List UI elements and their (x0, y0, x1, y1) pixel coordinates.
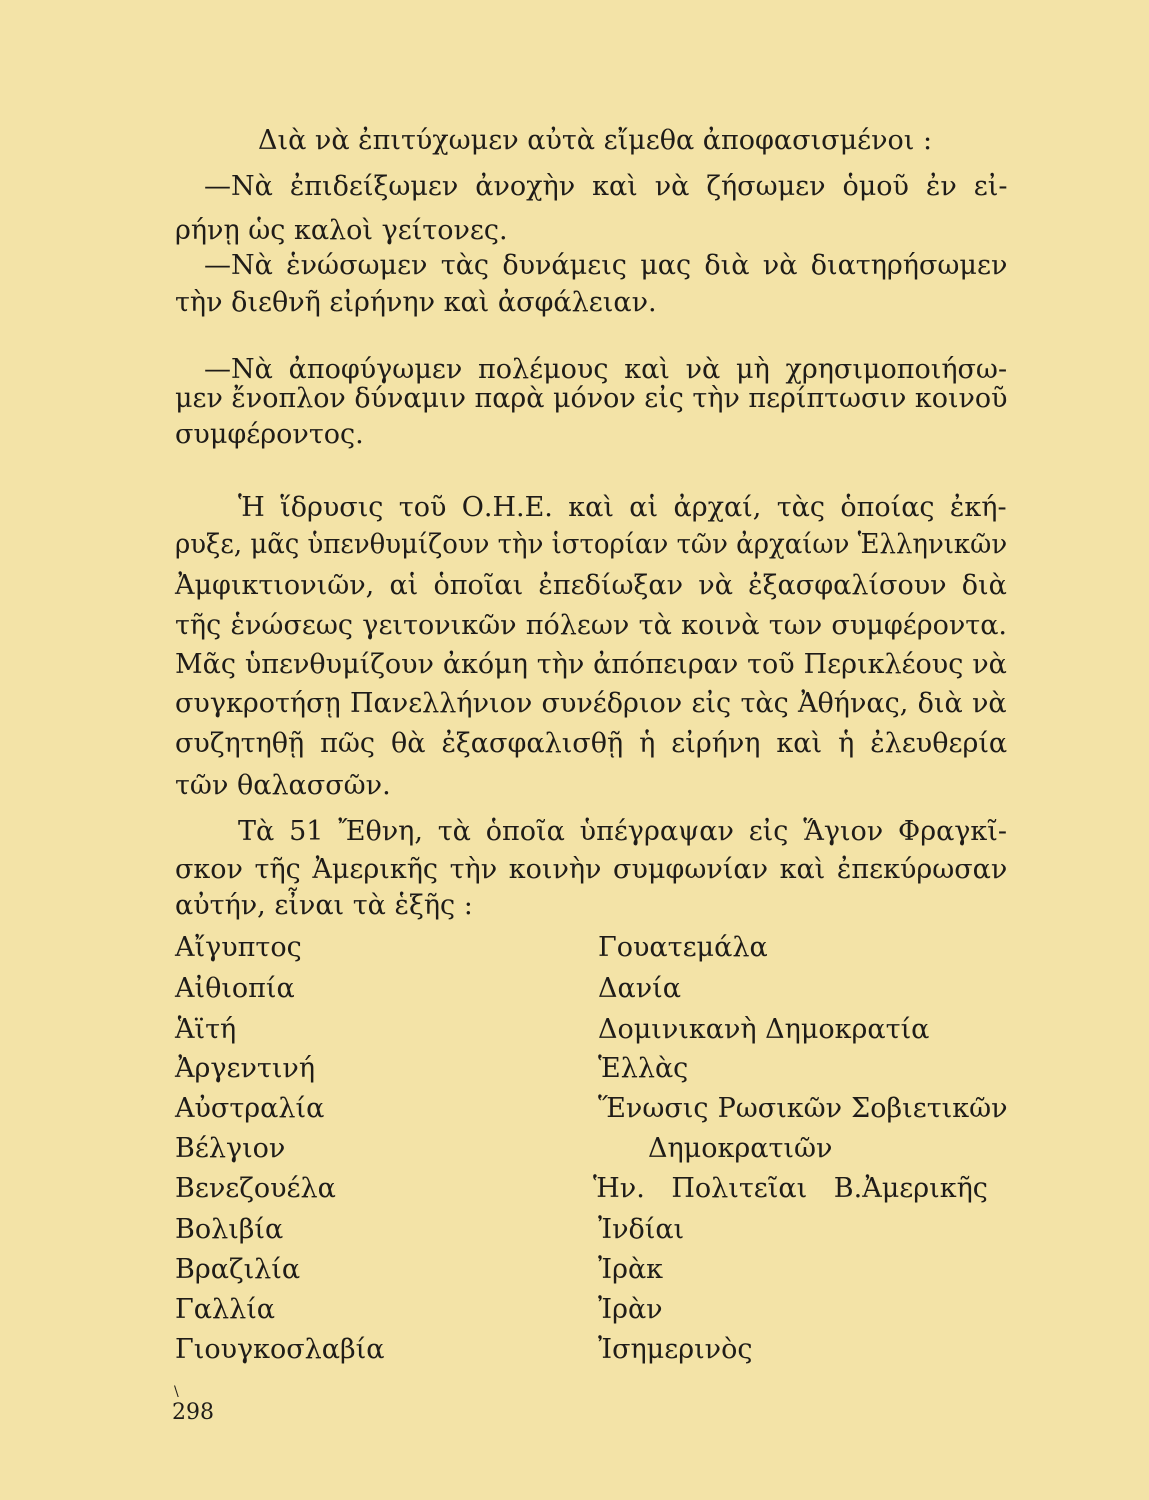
country-name: Γιουγκοσλαβία (175, 1334, 385, 1365)
country-name: Ἕνωσις Ρωσικῶν Σοβιετικῶν (598, 1093, 1008, 1124)
text-line: συγκροτήσῃ Πανελλήνιον συνέδριον εἰς τὰς Ἀθήνας, διὰ νὰ (175, 688, 1007, 719)
country-name: Βραζιλία (175, 1254, 301, 1285)
text-line: Μᾶς ὑπενθυμίζουν ἀκόμη τὴν ἀπόπειραν τοῦ Περικλέους νὰ (175, 649, 1007, 680)
text-line: μεν ἔνοπλον δύναμιν παρὰ μόνον εἰς τὴν περίπτωσιν κοινοῦ (175, 383, 1008, 414)
text-line: —Νὰ ἐπιδείξωμεν ἀνοχὴν καὶ νὰ ζήσωμεν ὁμοῦ ἐν εἰ- (204, 171, 1008, 202)
text-line: Τὰ 51 Ἔθνη, τὰ ὁποῖα ὑπέγραψαν εἰς Ἅγιον Φραγκῖ- (238, 816, 1008, 847)
country-name: Αἴγυπτος (175, 932, 302, 963)
text-line: συμφέροντος. (175, 419, 364, 450)
text-line: αὐτήν, εἶναι τὰ ἑξῆς : (175, 890, 473, 921)
country-name: Βενεζουέλα (175, 1173, 336, 1204)
country-name: Ἑλλὰς (598, 1053, 689, 1084)
country-name: Ἰσημερινὸς (598, 1334, 753, 1365)
country-name: Βέλγιον (175, 1133, 286, 1164)
country-name: Γαλλία (175, 1294, 276, 1325)
country-name: Ἡν. Πολιτεῖαι Β.Ἀμερικῆς (593, 1173, 988, 1204)
text-line: τὴν διεθνῆ εἰρήνην καὶ ἀσφάλειαν. (175, 287, 657, 318)
country-name: Ἰνδίαι (598, 1214, 685, 1245)
country-name: Ἰρὰκ (598, 1254, 664, 1285)
country-name: Δανία (598, 973, 681, 1004)
text-line: ρυξε, μᾶς ὑπενθυμίζουν τὴν ἱστορίαν τῶν ἀρχαίων Ἑλληνικῶν (175, 529, 1008, 560)
country-name: Ἰρὰν (598, 1294, 663, 1325)
text-line: τῶν θαλασσῶν. (175, 770, 391, 801)
tick-mark: \ (174, 1384, 179, 1400)
country-name: Βολιβία (175, 1214, 284, 1245)
country-name: Ἁϊτή (175, 1014, 237, 1045)
text-line: Διὰ νὰ ἐπιτύχωμεν αὐτὰ εἴμεθα ἀποφασισμένοι : (258, 125, 933, 156)
text-line: τῆς ἑνώσεως γειτονικῶν πόλεων τὰ κοινὰ των συμφέροντα. (175, 610, 1008, 641)
text-line: —Νὰ ἀποφύγωμεν πολέμους καὶ νὰ μὴ χρησιμοποιήσω- (204, 354, 1008, 385)
text-line: σκον τῆς Ἀμερικῆς τὴν κοινὴν συμφωνίαν καὶ ἐπεκύρωσαν (175, 854, 1008, 885)
country-name: Δομινικανὴ Δημοκρατία (598, 1014, 930, 1045)
country-name: Ἀργεντινή (175, 1053, 316, 1084)
country-name: Αἰθιοπία (175, 973, 295, 1004)
text-line: Ἡ ἵδρυσις τοῦ Ο.Η.Ε. καὶ αἱ ἀρχαί, τὰς ὁποίας ἐκή- (238, 492, 1007, 523)
text-line: —Νὰ ἑνώσωμεν τὰς δυνάμεις μας διὰ νὰ διατηρήσωμεν (204, 250, 1008, 281)
text-line: συζητηθῇ πῶς θὰ ἐξασφαλισθῇ ἡ εἰρήνη καὶ ἡ ἐλευθερία (175, 728, 1008, 759)
text-line: ρήνῃ ὡς καλοὶ γείτονες. (175, 215, 508, 246)
page-number: 298 (172, 1400, 214, 1425)
country-name: Γουατεμάλα (598, 932, 768, 963)
text-line: Ἀμφικτιονιῶν, αἱ ὁποῖαι ἐπεδίωξαν νὰ ἐξασφαλίσουν διὰ (175, 570, 1007, 601)
country-name: Αὐστραλία (175, 1093, 325, 1124)
country-name: Δημοκρατιῶν (648, 1133, 833, 1164)
